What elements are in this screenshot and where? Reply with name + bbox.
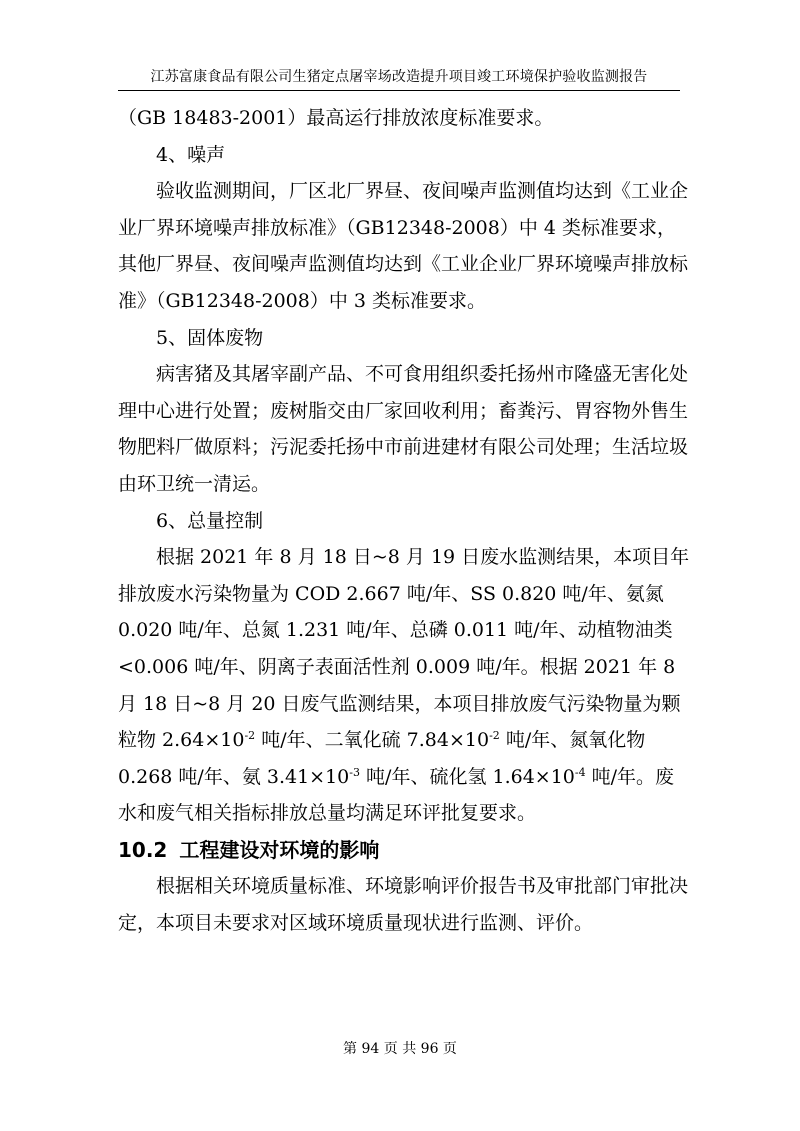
text-wastewater-results: 根据 2021 年 8 月 18 日~8 月 19 日废水监测结果，本项目年排放废水污染物量为 COD 2.667 吨/年、SS 0.820 吨/年、氨氮 0.020 吨/年、总氮 1.231 吨/年、总磷 0.011 吨/年、动植物油类<0.006 吨/年、阴离子表面活性剂 0.009 吨/年。: [118, 546, 690, 678]
heading-solid-waste: 5、固体废物: [156, 326, 264, 349]
paragraph-environment-impact: 根据相关环境质量标准、环境影响评价报告书及审批部门审批决定，本项目未要求对区域环境质量现状进行监测、评价。: [118, 875, 689, 935]
exponent: -2: [244, 729, 256, 743]
heading-total-control: 6、总量控制: [156, 509, 264, 532]
exponent: -4: [574, 765, 586, 779]
text-gas-results: 吨/年、氮氧化物 0.268 吨/年、氨 3.41×10: [118, 729, 646, 788]
section-heading-10-2: [118, 832, 690, 869]
header-rule: [118, 90, 680, 91]
page-number: 第 94 页 共 96 页: [343, 1041, 457, 1057]
paragraph-total-control: [118, 539, 690, 832]
paragraph-solid-waste: 病害猪及其屠宰副产品、不可食用组织委托扬州市隆盛无害化处理中心进行处置；废树脂交由厂家回收利用；畜粪污、胃容物外售生物肥料厂做原料；污泥委托扬中市前进建材有限公司处理；生活垃圾由环卫统一清运。: [118, 363, 689, 495]
text-gas-results: 吨/年、硫化氢 1.64×10: [360, 765, 575, 788]
paragraph-wastewater-cont: （GB 18483-2001）最高运行排放浓度标准要求。: [118, 107, 554, 129]
report-header: 江苏富康食品有限公司生猪定点屠宰场改造提升项目竣工环境保护验收监测报告: [150, 69, 648, 85]
exponent: -2: [489, 729, 500, 743]
text-gas-results: 吨/年、二氧化硫 7.84×10: [255, 729, 490, 752]
text-gas-results: 吨/年。废水和废气相关指标排放总量均满足环评批复要求。: [118, 765, 675, 825]
section-title: 工程建设对环境的影响: [179, 837, 380, 862]
page-content: [118, 100, 690, 942]
text-gas-results: 根据 2021 年 8 月 18 日~8 月 20 日废气监测结果，本项目排放废气污染物量为颗粒物 2.64×10: [118, 655, 681, 752]
heading-noise: 4、噪声: [156, 143, 226, 166]
paragraph-noise: 验收监测期间，厂区北厂界昼、夜间噪声监测值均达到《工业企业厂界环境噪声排放标准》（GB12348-2008）中 4 类标准要求，其他厂界昼、夜间噪声监测值均达到《工业企业厂界环境噪声排放标准》（GB12348-2008）中 3 类标准要求。: [118, 180, 689, 312]
section-number: 10.2: [118, 837, 168, 862]
exponent: -3: [349, 765, 360, 779]
